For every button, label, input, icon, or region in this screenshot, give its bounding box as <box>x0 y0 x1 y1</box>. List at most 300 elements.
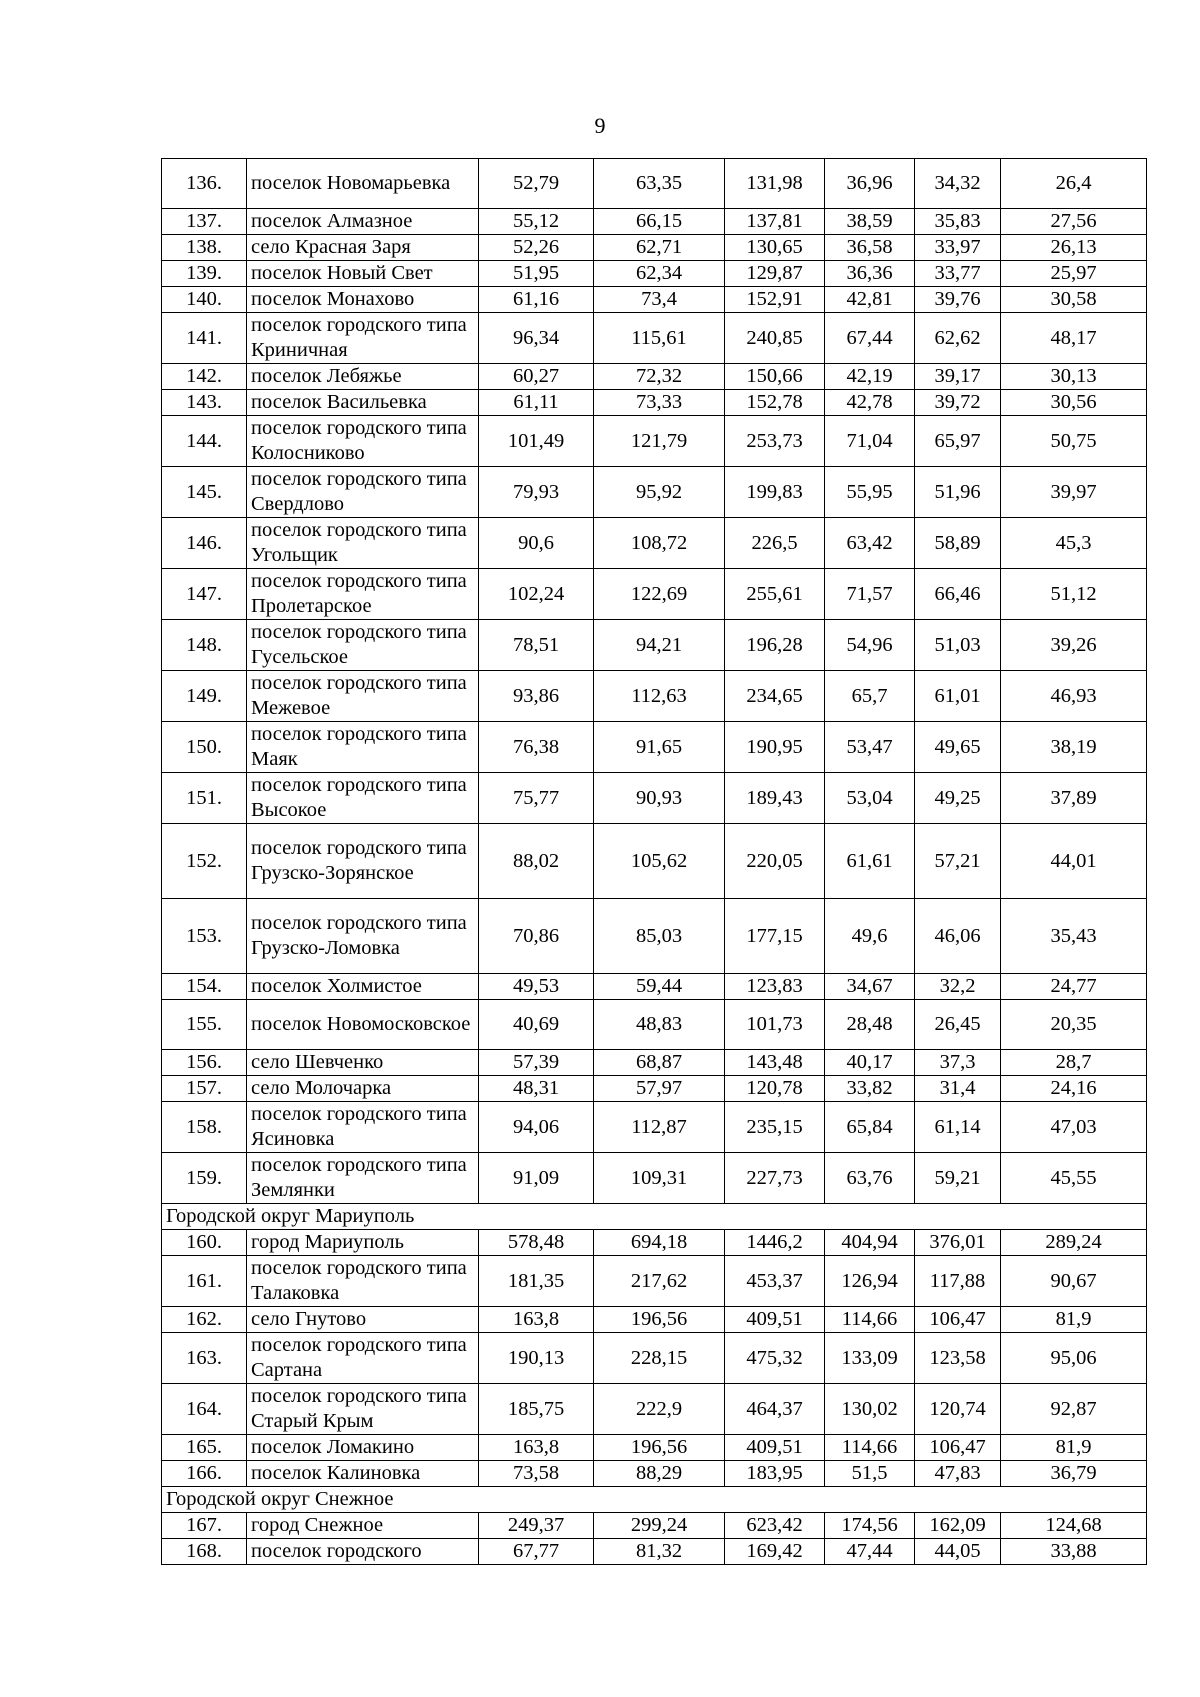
table-row <box>162 518 1147 569</box>
value-cell: 117,88 <box>915 1256 1001 1307</box>
section-title: Городской округ Мариуполь <box>162 1204 1147 1230</box>
row-number: 148. <box>162 620 247 671</box>
value-cell: 112,87 <box>594 1102 725 1153</box>
value-cell: 177,15 <box>725 899 825 974</box>
value-cell: 71,04 <box>825 416 915 467</box>
row-number: 136. <box>162 159 247 209</box>
data-table <box>161 158 1147 1565</box>
value-cell: 1446,2 <box>725 1230 825 1256</box>
value-cell: 126,94 <box>825 1256 915 1307</box>
value-cell: 40,17 <box>825 1050 915 1076</box>
value-cell: 453,37 <box>725 1256 825 1307</box>
settlement-name: поселок городского типа Маяк <box>247 722 479 773</box>
settlement-name: поселок Новомарьевка <box>247 159 479 209</box>
value-cell: 51,95 <box>479 261 594 287</box>
value-cell: 31,4 <box>915 1076 1001 1102</box>
value-cell: 106,47 <box>915 1435 1001 1461</box>
table-row <box>162 364 1147 390</box>
value-cell: 48,17 <box>1001 313 1147 364</box>
table-row <box>162 1384 1147 1435</box>
row-number: 141. <box>162 313 247 364</box>
settlement-name: поселок Холмистое <box>247 974 479 1000</box>
row-number: 152. <box>162 824 247 899</box>
value-cell: 73,4 <box>594 287 725 313</box>
value-cell: 196,56 <box>594 1307 725 1333</box>
value-cell: 94,06 <box>479 1102 594 1153</box>
value-cell: 49,53 <box>479 974 594 1000</box>
value-cell: 65,84 <box>825 1102 915 1153</box>
value-cell: 50,75 <box>1001 416 1147 467</box>
value-cell: 34,67 <box>825 974 915 1000</box>
value-cell: 123,83 <box>725 974 825 1000</box>
value-cell: 81,9 <box>1001 1307 1147 1333</box>
value-cell: 163,8 <box>479 1435 594 1461</box>
value-cell: 36,58 <box>825 235 915 261</box>
page-number: 9 <box>594 113 606 138</box>
value-cell: 51,96 <box>915 467 1001 518</box>
value-cell: 152,91 <box>725 287 825 313</box>
row-number: 146. <box>162 518 247 569</box>
value-cell: 190,95 <box>725 722 825 773</box>
value-cell: 62,62 <box>915 313 1001 364</box>
value-cell: 38,59 <box>825 209 915 235</box>
settlement-name: поселок Ломакино <box>247 1435 479 1461</box>
settlement-name: село Гнутово <box>247 1307 479 1333</box>
value-cell: 47,83 <box>915 1461 1001 1487</box>
value-cell: 78,51 <box>479 620 594 671</box>
table-row <box>162 1539 1147 1565</box>
value-cell: 26,4 <box>1001 159 1147 209</box>
settlement-name: поселок Калиновка <box>247 1461 479 1487</box>
row-number: 165. <box>162 1435 247 1461</box>
value-cell: 46,93 <box>1001 671 1147 722</box>
value-cell: 95,06 <box>1001 1333 1147 1384</box>
value-cell: 133,09 <box>825 1333 915 1384</box>
value-cell: 61,11 <box>479 390 594 416</box>
table-row <box>162 1461 1147 1487</box>
value-cell: 91,09 <box>479 1153 594 1204</box>
value-cell: 112,63 <box>594 671 725 722</box>
value-cell: 61,61 <box>825 824 915 899</box>
table-row <box>162 1333 1147 1384</box>
settlement-name: поселок городского типа Старый Крым <box>247 1384 479 1435</box>
value-cell: 39,17 <box>915 364 1001 390</box>
table-row <box>162 1435 1147 1461</box>
value-cell: 105,62 <box>594 824 725 899</box>
value-cell: 30,58 <box>1001 287 1147 313</box>
value-cell: 51,12 <box>1001 569 1147 620</box>
row-number: 147. <box>162 569 247 620</box>
value-cell: 185,75 <box>479 1384 594 1435</box>
table-row <box>162 159 1147 209</box>
settlement-name: поселок городского типа Свердлово <box>247 467 479 518</box>
value-cell: 62,71 <box>594 235 725 261</box>
value-cell: 121,79 <box>594 416 725 467</box>
value-cell: 76,38 <box>479 722 594 773</box>
row-number: 142. <box>162 364 247 390</box>
table-row <box>162 416 1147 467</box>
value-cell: 196,56 <box>594 1435 725 1461</box>
value-cell: 240,85 <box>725 313 825 364</box>
value-cell: 196,28 <box>725 620 825 671</box>
value-cell: 61,14 <box>915 1102 1001 1153</box>
value-cell: 71,57 <box>825 569 915 620</box>
table-row <box>162 1230 1147 1256</box>
value-cell: 217,62 <box>594 1256 725 1307</box>
value-cell: 68,87 <box>594 1050 725 1076</box>
value-cell: 299,24 <box>594 1513 725 1539</box>
value-cell: 33,82 <box>825 1076 915 1102</box>
value-cell: 30,13 <box>1001 364 1147 390</box>
value-cell: 47,44 <box>825 1539 915 1565</box>
value-cell: 28,48 <box>825 1000 915 1050</box>
value-cell: 65,7 <box>825 671 915 722</box>
value-cell: 38,19 <box>1001 722 1147 773</box>
value-cell: 39,26 <box>1001 620 1147 671</box>
value-cell: 49,25 <box>915 773 1001 824</box>
row-number: 162. <box>162 1307 247 1333</box>
settlement-name: село Красная Заря <box>247 235 479 261</box>
value-cell: 36,96 <box>825 159 915 209</box>
row-number: 151. <box>162 773 247 824</box>
value-cell: 58,89 <box>915 518 1001 569</box>
value-cell: 33,97 <box>915 235 1001 261</box>
value-cell: 54,96 <box>825 620 915 671</box>
settlement-name: поселок Лебяжье <box>247 364 479 390</box>
value-cell: 28,7 <box>1001 1050 1147 1076</box>
value-cell: 48,31 <box>479 1076 594 1102</box>
value-cell: 289,24 <box>1001 1230 1147 1256</box>
value-cell: 150,66 <box>725 364 825 390</box>
value-cell: 35,43 <box>1001 899 1147 974</box>
row-number: 154. <box>162 974 247 1000</box>
settlement-name: поселок городского типа Грузско-Ломовка <box>247 899 479 974</box>
value-cell: 162,09 <box>915 1513 1001 1539</box>
value-cell: 34,32 <box>915 159 1001 209</box>
row-number: 157. <box>162 1076 247 1102</box>
settlement-name: поселок городского типа Высокое <box>247 773 479 824</box>
settlement-name: поселок городского типа Грузско-Зорянское <box>247 824 479 899</box>
value-cell: 174,56 <box>825 1513 915 1539</box>
value-cell: 120,78 <box>725 1076 825 1102</box>
value-cell: 124,68 <box>1001 1513 1147 1539</box>
value-cell: 66,15 <box>594 209 725 235</box>
table-row <box>162 287 1147 313</box>
value-cell: 39,76 <box>915 287 1001 313</box>
value-cell: 44,01 <box>1001 824 1147 899</box>
row-number: 164. <box>162 1384 247 1435</box>
value-cell: 26,13 <box>1001 235 1147 261</box>
value-cell: 163,8 <box>479 1307 594 1333</box>
value-cell: 57,39 <box>479 1050 594 1076</box>
value-cell: 95,92 <box>594 467 725 518</box>
table-row <box>162 209 1147 235</box>
row-number: 137. <box>162 209 247 235</box>
value-cell: 115,61 <box>594 313 725 364</box>
settlement-name: город Снежное <box>247 1513 479 1539</box>
value-cell: 42,78 <box>825 390 915 416</box>
row-number: 168. <box>162 1539 247 1565</box>
value-cell: 90,6 <box>479 518 594 569</box>
row-number: 144. <box>162 416 247 467</box>
value-cell: 143,48 <box>725 1050 825 1076</box>
table-row <box>162 1513 1147 1539</box>
table-row <box>162 313 1147 364</box>
table-row <box>162 1102 1147 1153</box>
value-cell: 26,45 <box>915 1000 1001 1050</box>
settlement-name: поселок Новый Свет <box>247 261 479 287</box>
value-cell: 59,44 <box>594 974 725 1000</box>
value-cell: 79,93 <box>479 467 594 518</box>
settlement-name: поселок городского типа Колосниково <box>247 416 479 467</box>
settlement-name: поселок городского <box>247 1539 479 1565</box>
table-row <box>162 1153 1147 1204</box>
value-cell: 39,72 <box>915 390 1001 416</box>
settlement-name: поселок Васильевка <box>247 390 479 416</box>
value-cell: 65,97 <box>915 416 1001 467</box>
row-number: 159. <box>162 1153 247 1204</box>
value-cell: 59,21 <box>915 1153 1001 1204</box>
value-cell: 85,03 <box>594 899 725 974</box>
table-body <box>162 159 1147 1565</box>
value-cell: 475,32 <box>725 1333 825 1384</box>
table-row <box>162 824 1147 899</box>
value-cell: 114,66 <box>825 1307 915 1333</box>
value-cell: 130,02 <box>825 1384 915 1435</box>
value-cell: 67,77 <box>479 1539 594 1565</box>
row-number: 167. <box>162 1513 247 1539</box>
settlement-name: поселок городского типа Землянки <box>247 1153 479 1204</box>
value-cell: 51,5 <box>825 1461 915 1487</box>
table-row <box>162 773 1147 824</box>
value-cell: 20,35 <box>1001 1000 1147 1050</box>
value-cell: 47,03 <box>1001 1102 1147 1153</box>
value-cell: 409,51 <box>725 1435 825 1461</box>
value-cell: 24,77 <box>1001 974 1147 1000</box>
value-cell: 53,47 <box>825 722 915 773</box>
value-cell: 152,78 <box>725 390 825 416</box>
value-cell: 52,79 <box>479 159 594 209</box>
table-row <box>162 1000 1147 1050</box>
value-cell: 199,83 <box>725 467 825 518</box>
value-cell: 227,73 <box>725 1153 825 1204</box>
settlement-name: село Шевченко <box>247 1050 479 1076</box>
settlement-name: поселок городского типа Гусельское <box>247 620 479 671</box>
settlement-name: поселок Алмазное <box>247 209 479 235</box>
value-cell: 36,36 <box>825 261 915 287</box>
settlement-name: поселок городского типа Ясиновка <box>247 1102 479 1153</box>
value-cell: 44,05 <box>915 1539 1001 1565</box>
value-cell: 27,56 <box>1001 209 1147 235</box>
row-number: 158. <box>162 1102 247 1153</box>
table-row <box>162 569 1147 620</box>
value-cell: 33,88 <box>1001 1539 1147 1565</box>
settlement-name: поселок Монахово <box>247 287 479 313</box>
value-cell: 37,3 <box>915 1050 1001 1076</box>
value-cell: 169,42 <box>725 1539 825 1565</box>
value-cell: 66,46 <box>915 569 1001 620</box>
table-row <box>162 1076 1147 1102</box>
value-cell: 62,34 <box>594 261 725 287</box>
value-cell: 226,5 <box>725 518 825 569</box>
value-cell: 45,3 <box>1001 518 1147 569</box>
value-cell: 42,81 <box>825 287 915 313</box>
value-cell: 94,21 <box>594 620 725 671</box>
table-row <box>162 1050 1147 1076</box>
value-cell: 25,97 <box>1001 261 1147 287</box>
settlement-name: поселок городского типа Угольщик <box>247 518 479 569</box>
row-number: 156. <box>162 1050 247 1076</box>
value-cell: 48,83 <box>594 1000 725 1050</box>
value-cell: 404,94 <box>825 1230 915 1256</box>
value-cell: 40,69 <box>479 1000 594 1050</box>
row-number: 138. <box>162 235 247 261</box>
value-cell: 376,01 <box>915 1230 1001 1256</box>
settlement-name: поселок Новомосковское <box>247 1000 479 1050</box>
table-row <box>162 235 1147 261</box>
settlement-name: поселок городского типа Криничная <box>247 313 479 364</box>
row-number: 139. <box>162 261 247 287</box>
settlement-name: поселок городского типа Пролетарское <box>247 569 479 620</box>
table-row <box>162 467 1147 518</box>
value-cell: 67,44 <box>825 313 915 364</box>
row-number: 166. <box>162 1461 247 1487</box>
table-row <box>162 261 1147 287</box>
value-cell: 101,49 <box>479 416 594 467</box>
table-row <box>162 390 1147 416</box>
value-cell: 45,55 <box>1001 1153 1147 1204</box>
settlement-name: поселок городского типа Сартана <box>247 1333 479 1384</box>
table-row <box>162 1307 1147 1333</box>
value-cell: 91,65 <box>594 722 725 773</box>
value-cell: 464,37 <box>725 1384 825 1435</box>
value-cell: 90,93 <box>594 773 725 824</box>
value-cell: 81,9 <box>1001 1435 1147 1461</box>
value-cell: 235,15 <box>725 1102 825 1153</box>
section-row <box>162 1204 1147 1230</box>
value-cell: 88,02 <box>479 824 594 899</box>
value-cell: 181,35 <box>479 1256 594 1307</box>
table-row <box>162 1256 1147 1307</box>
value-cell: 33,77 <box>915 261 1001 287</box>
section-row <box>162 1487 1147 1513</box>
value-cell: 92,87 <box>1001 1384 1147 1435</box>
value-cell: 24,16 <box>1001 1076 1147 1102</box>
value-cell: 57,21 <box>915 824 1001 899</box>
value-cell: 75,77 <box>479 773 594 824</box>
value-cell: 61,16 <box>479 287 594 313</box>
value-cell: 189,43 <box>725 773 825 824</box>
value-cell: 55,95 <box>825 467 915 518</box>
value-cell: 190,13 <box>479 1333 594 1384</box>
value-cell: 130,65 <box>725 235 825 261</box>
value-cell: 60,27 <box>479 364 594 390</box>
value-cell: 129,87 <box>725 261 825 287</box>
value-cell: 409,51 <box>725 1307 825 1333</box>
table-row <box>162 722 1147 773</box>
value-cell: 108,72 <box>594 518 725 569</box>
value-cell: 623,42 <box>725 1513 825 1539</box>
value-cell: 49,65 <box>915 722 1001 773</box>
value-cell: 70,86 <box>479 899 594 974</box>
value-cell: 35,83 <box>915 209 1001 235</box>
value-cell: 694,18 <box>594 1230 725 1256</box>
value-cell: 42,19 <box>825 364 915 390</box>
value-cell: 61,01 <box>915 671 1001 722</box>
table-row <box>162 671 1147 722</box>
value-cell: 249,37 <box>479 1513 594 1539</box>
row-number: 140. <box>162 287 247 313</box>
value-cell: 63,42 <box>825 518 915 569</box>
value-cell: 96,34 <box>479 313 594 364</box>
value-cell: 55,12 <box>479 209 594 235</box>
settlement-name: город Мариуполь <box>247 1230 479 1256</box>
section-title: Городской округ Снежное <box>162 1487 1147 1513</box>
value-cell: 63,35 <box>594 159 725 209</box>
value-cell: 37,89 <box>1001 773 1147 824</box>
value-cell: 32,2 <box>915 974 1001 1000</box>
table-row <box>162 620 1147 671</box>
value-cell: 93,86 <box>479 671 594 722</box>
row-number: 161. <box>162 1256 247 1307</box>
value-cell: 222,9 <box>594 1384 725 1435</box>
value-cell: 73,58 <box>479 1461 594 1487</box>
value-cell: 228,15 <box>594 1333 725 1384</box>
settlement-name: поселок городского типа Межевое <box>247 671 479 722</box>
value-cell: 114,66 <box>825 1435 915 1461</box>
value-cell: 63,76 <box>825 1153 915 1204</box>
row-number: 160. <box>162 1230 247 1256</box>
value-cell: 234,65 <box>725 671 825 722</box>
value-cell: 73,33 <box>594 390 725 416</box>
value-cell: 72,32 <box>594 364 725 390</box>
value-cell: 122,69 <box>594 569 725 620</box>
value-cell: 183,95 <box>725 1461 825 1487</box>
value-cell: 90,67 <box>1001 1256 1147 1307</box>
row-number: 155. <box>162 1000 247 1050</box>
value-cell: 102,24 <box>479 569 594 620</box>
row-number: 163. <box>162 1333 247 1384</box>
value-cell: 81,32 <box>594 1539 725 1565</box>
value-cell: 578,48 <box>479 1230 594 1256</box>
value-cell: 123,58 <box>915 1333 1001 1384</box>
value-cell: 88,29 <box>594 1461 725 1487</box>
value-cell: 49,6 <box>825 899 915 974</box>
value-cell: 101,73 <box>725 1000 825 1050</box>
value-cell: 109,31 <box>594 1153 725 1204</box>
value-cell: 39,97 <box>1001 467 1147 518</box>
value-cell: 106,47 <box>915 1307 1001 1333</box>
value-cell: 52,26 <box>479 235 594 261</box>
value-cell: 255,61 <box>725 569 825 620</box>
row-number: 143. <box>162 390 247 416</box>
settlement-name: село Молочарка <box>247 1076 479 1102</box>
value-cell: 137,81 <box>725 209 825 235</box>
row-number: 149. <box>162 671 247 722</box>
value-cell: 131,98 <box>725 159 825 209</box>
value-cell: 36,79 <box>1001 1461 1147 1487</box>
value-cell: 51,03 <box>915 620 1001 671</box>
value-cell: 253,73 <box>725 416 825 467</box>
value-cell: 46,06 <box>915 899 1001 974</box>
value-cell: 30,56 <box>1001 390 1147 416</box>
row-number: 145. <box>162 467 247 518</box>
table-row <box>162 899 1147 974</box>
row-number: 153. <box>162 899 247 974</box>
row-number: 150. <box>162 722 247 773</box>
value-cell: 57,97 <box>594 1076 725 1102</box>
value-cell: 120,74 <box>915 1384 1001 1435</box>
